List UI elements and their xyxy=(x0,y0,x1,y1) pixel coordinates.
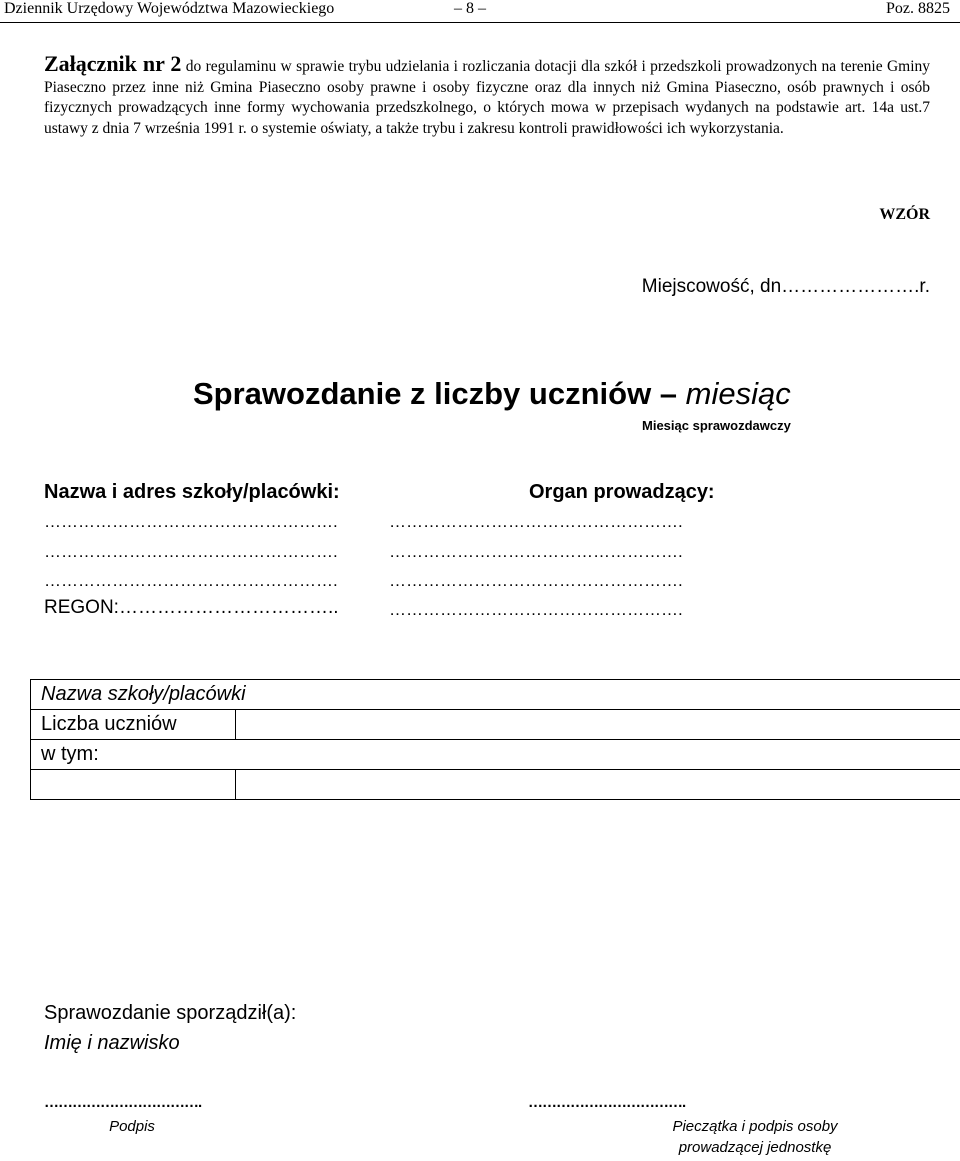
school-address-line-3: ……………………………………………. xyxy=(44,571,338,590)
template-label: WZÓR xyxy=(879,206,930,223)
student-count-label: Liczba uczniów xyxy=(31,710,236,740)
signature-line-right: ……………………………. xyxy=(528,1094,686,1111)
table-row xyxy=(31,770,960,800)
including-detail-value xyxy=(236,770,960,800)
report-title-main: Sprawozdanie z liczby uczniów – xyxy=(193,376,686,411)
report-title xyxy=(193,376,791,412)
table-row xyxy=(31,680,960,710)
table-row xyxy=(31,710,960,740)
prepared-by-label: Sprawozdanie sporządził(a): xyxy=(44,1002,297,1024)
governing-body-heading: Organ prowadzący: xyxy=(529,481,715,503)
attachment-description: do regulaminu w sprawie trybu udzielania i rozliczania dotacji dla szkół i przedszkoli prowadzonych na terenie Gminy Piaseczno przez inne niż Gmina Piaseczno osoby prawne i osoby fizyczne oraz dla innych niż Gmina Piaseczno, osób prawnych i osób fizycznych prowadzących inne formy wychowania przedszkolnego, o których mowa w przepisach wydanych na podstawie art. 14a ust.7 ustawy z dnia 7 września 1991 r. o systemie oświaty, a także trybu i zakresu kontroli prawidłowości ich wykorzystania. xyxy=(44,58,931,137)
attachment-intro xyxy=(44,51,931,139)
regon-field: REGON:…………………………….. xyxy=(44,597,339,618)
name-label: Imię i nazwisko xyxy=(44,1032,180,1054)
attachment-title: Załącznik nr 2 xyxy=(44,51,182,76)
school-name-heading: Nazwa i adres szkoły/placówki: xyxy=(44,481,340,503)
signature-label: Podpis xyxy=(109,1118,155,1135)
page-number: – 8 – xyxy=(454,0,486,17)
report-title-month: miesiąc xyxy=(685,376,791,411)
stamp-label-line-2: prowadzącej jednostkę xyxy=(678,1139,832,1156)
school-name-cell: Nazwa szkoły/placówki xyxy=(31,680,960,710)
governing-body-line-3: ……………………………………………. xyxy=(389,571,683,590)
governing-body-line-1: ……………………………………………. xyxy=(389,512,683,531)
governing-body-line-2: ……………………………………………. xyxy=(389,542,683,561)
school-address-line-1: ……………………………………………. xyxy=(44,512,338,531)
stamp-label-line-1: Pieczątka i podpis osoby xyxy=(672,1118,838,1135)
table-row xyxy=(31,740,960,770)
journal-name: Dziennik Urzędowy Województwa Mazowieckiego xyxy=(4,0,335,17)
including-detail-label xyxy=(31,770,236,800)
place-date-field: Miejscowość, dn………………….r. xyxy=(641,276,930,297)
student-count-table xyxy=(30,679,960,800)
report-subtitle: Miesiąc sprawozdawczy xyxy=(642,418,791,433)
position-number: Poz. 8825 xyxy=(886,0,950,17)
student-count-value xyxy=(236,710,960,740)
page-header xyxy=(0,0,960,23)
school-address-line-2: ……………………………………………. xyxy=(44,542,338,561)
including-label: w tym: xyxy=(31,740,960,770)
signature-line-left: ……………………………. xyxy=(44,1094,202,1111)
governing-body-line-4: ……………………………………………. xyxy=(389,600,683,619)
stamp-signature-label xyxy=(660,1116,850,1158)
